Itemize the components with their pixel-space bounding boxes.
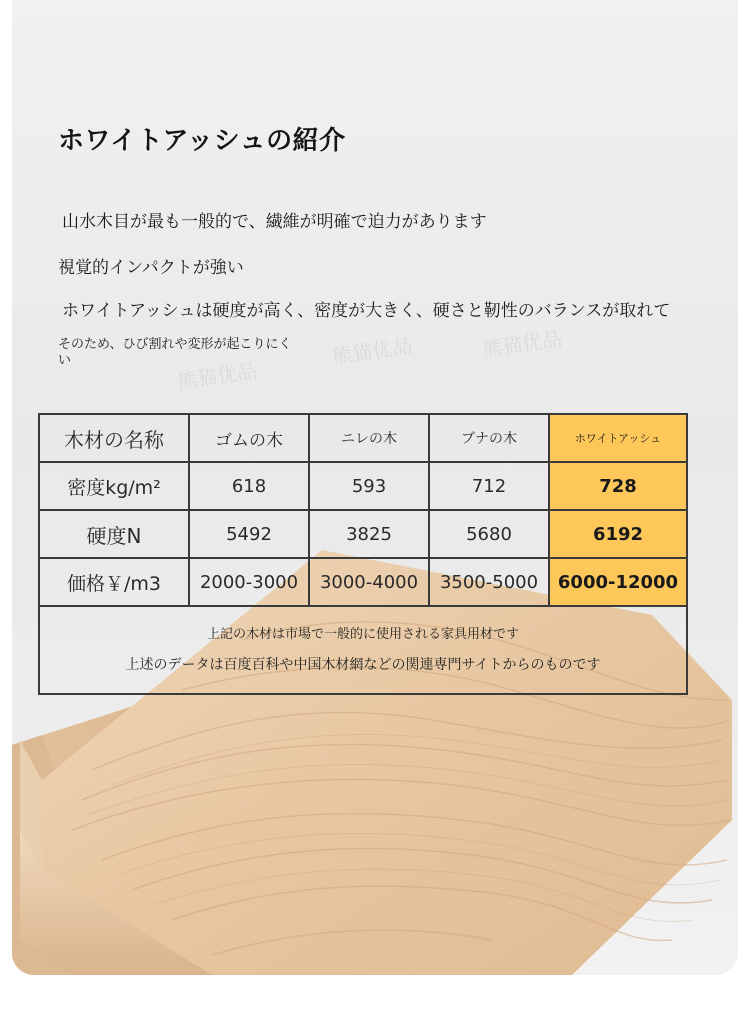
table-header-cell: ブナの木	[429, 414, 549, 462]
watermark: 熊猫优品	[480, 326, 564, 362]
table-row-label: 硬度N	[39, 510, 189, 558]
table-note	[39, 606, 687, 694]
note-line: 上述のデータは百度百科や中国木材網などの関連専門サイトからのものです	[125, 657, 601, 673]
table-cell: 712	[429, 462, 549, 510]
table-cell: 5680	[429, 510, 549, 558]
table-cell: 3825	[309, 510, 429, 558]
feature-line: 視覚的インパクトが強い	[58, 258, 244, 278]
table-header-row	[39, 414, 687, 462]
table-cell: 593	[309, 462, 429, 510]
table-header-cell: 木材の名称	[39, 414, 189, 462]
table-cell: 3500-5000	[429, 558, 549, 606]
table-cell-highlight: 6192	[549, 510, 687, 558]
watermark: 熊猫优品	[330, 333, 414, 369]
table-row	[39, 510, 687, 558]
feature-line: そのため、ひび割れや変形が起こりにくい	[58, 337, 292, 368]
table-cell: 5492	[189, 510, 309, 558]
table-header-cell: ゴムの木	[189, 414, 309, 462]
page-title: ホワイトアッシュの紹介	[58, 126, 346, 156]
note-line: 上記の木材は市場で一般的に使用される家具用材です	[206, 627, 519, 642]
table-row-label: 価格￥/m3	[39, 558, 189, 606]
table-row	[39, 558, 687, 606]
watermark: 熊猫优品	[175, 358, 259, 394]
comparison-table	[38, 413, 688, 695]
table-cell: 618	[189, 462, 309, 510]
table-header-cell: ニレの木	[309, 414, 429, 462]
table-header-cell: ホワイトアッシュ	[549, 414, 687, 462]
table-note-row	[39, 606, 687, 694]
table-cell: 2000-3000	[189, 558, 309, 606]
feature-line: 山水木目が最も一般的で、繊維が明確で迫力があります	[62, 212, 487, 232]
table-row	[39, 462, 687, 510]
table-cell-highlight: 728	[549, 462, 687, 510]
table-cell-highlight: 6000-12000	[549, 558, 687, 606]
feature-line: ホワイトアッシュは硬度が高く、密度が大きく、硬さと靭性のバランスが取れて	[62, 301, 671, 321]
table-cell: 3000-4000	[309, 558, 429, 606]
table-row-label: 密度kg/m²	[39, 462, 189, 510]
